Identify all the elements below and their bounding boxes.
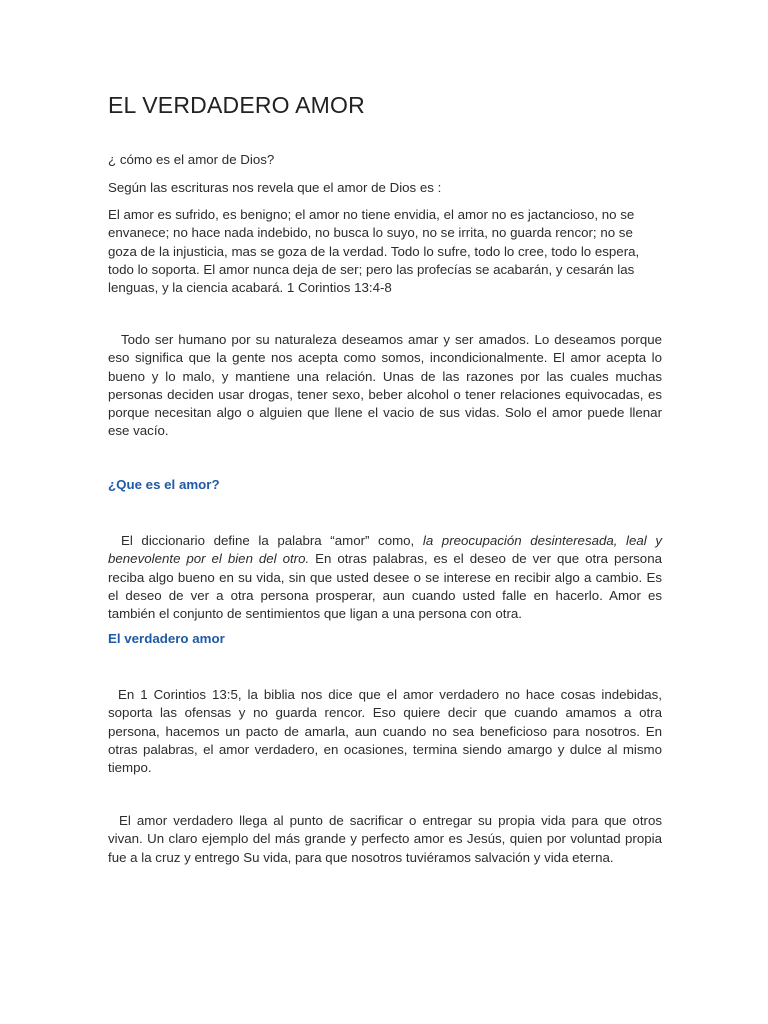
paragraph-diccionario-end: En otras palabras, es el deseo de ver que otra persona reciba algo bueno en su vida, sin que usted desee o se interese en recibir algo a cambio. Es el deseo de ver a otra persona prosperar, aun cuando usted falle en hacerlo. Amor es también el conjunto de sentimientos que ligan a una persona con otra. bbox=[108, 551, 662, 622]
intro-line: Según las escrituras nos revela que el amor de Dios es : bbox=[108, 180, 442, 195]
paragraph-diccionario bbox=[108, 532, 662, 623]
scripture-paragraph: El amor es sufrido, es benigno; el amor no tiene envidia, el amor no es jactancioso, no se envanece; no hace nada indebido, no busca lo suyo, no se irrita, no guarda rencor; no se goza de la injusticia, mas se goza de la verdad. Todo lo sufre, todo lo cree, todo lo espera, todo lo soporta. El amor nunca deja de ser; pero las profecías se acabarán, y cesarán las lenguas, y la ciencia acabará. 1 Corintios 13:4-8 bbox=[108, 207, 640, 296]
paragraph-corintios bbox=[108, 686, 662, 777]
section-heading-el-verdadero-amor: El verdadero amor bbox=[108, 631, 225, 646]
paragraph-sacrificio-text: El amor verdadero llega al punto de sacrificar o entregar su propia vida para que otros vivan. Un claro ejemplo del más grande y perfecto amor es Jesús, quien por voluntad propia fue a la cruz y entrego Su vida, para que nosotros tuviéramos salvación y vida eterna. bbox=[108, 813, 662, 865]
document-title: EL VERDADERO AMOR bbox=[108, 92, 365, 118]
paragraph-sacrificio bbox=[108, 812, 662, 867]
question-line: ¿ cómo es el amor de Dios? bbox=[108, 152, 275, 167]
paragraph-corintios-text: En 1 Corintios 13:5, la biblia nos dice que el amor verdadero no hace cosas indebidas, soporta las ofensas y no guarda rencor. Eso quiere decir que cuando amamos a otra persona, hacemos un pacto de amarla, aun cuando no sea beneficioso para nosotros. En otras palabras, el amor verdadero, en ocasiones, termina siendo amargo y dulce al mismo tiempo. bbox=[108, 687, 662, 776]
paragraph-naturaleza-text: Todo ser humano por su naturaleza deseamos amar y ser amados. Lo deseamos porque eso significa que la gente nos acepta como somos, incondicionalmente. El amor acepta lo bueno y lo malo, y mantiene una relación. Unas de las razones por las cuales muchas personas deciden usar drogas, tener sexo, beber alcohol o tener relaciones equivocadas, es porque necesitan algo o alguien que llene el vacio de sus vidas. Solo el amor puede llenar ese vacío. bbox=[108, 332, 662, 439]
paragraph-naturaleza bbox=[108, 331, 662, 441]
paragraph-diccionario-italic: la preocupación desinteresada, leal y benevolente por el bien del otro. bbox=[108, 533, 663, 567]
section-heading-que-es-el-amor: ¿Que es el amor? bbox=[108, 477, 220, 492]
paragraph-diccionario-start: El diccionario define la palabra “amor” como, bbox=[121, 533, 423, 548]
